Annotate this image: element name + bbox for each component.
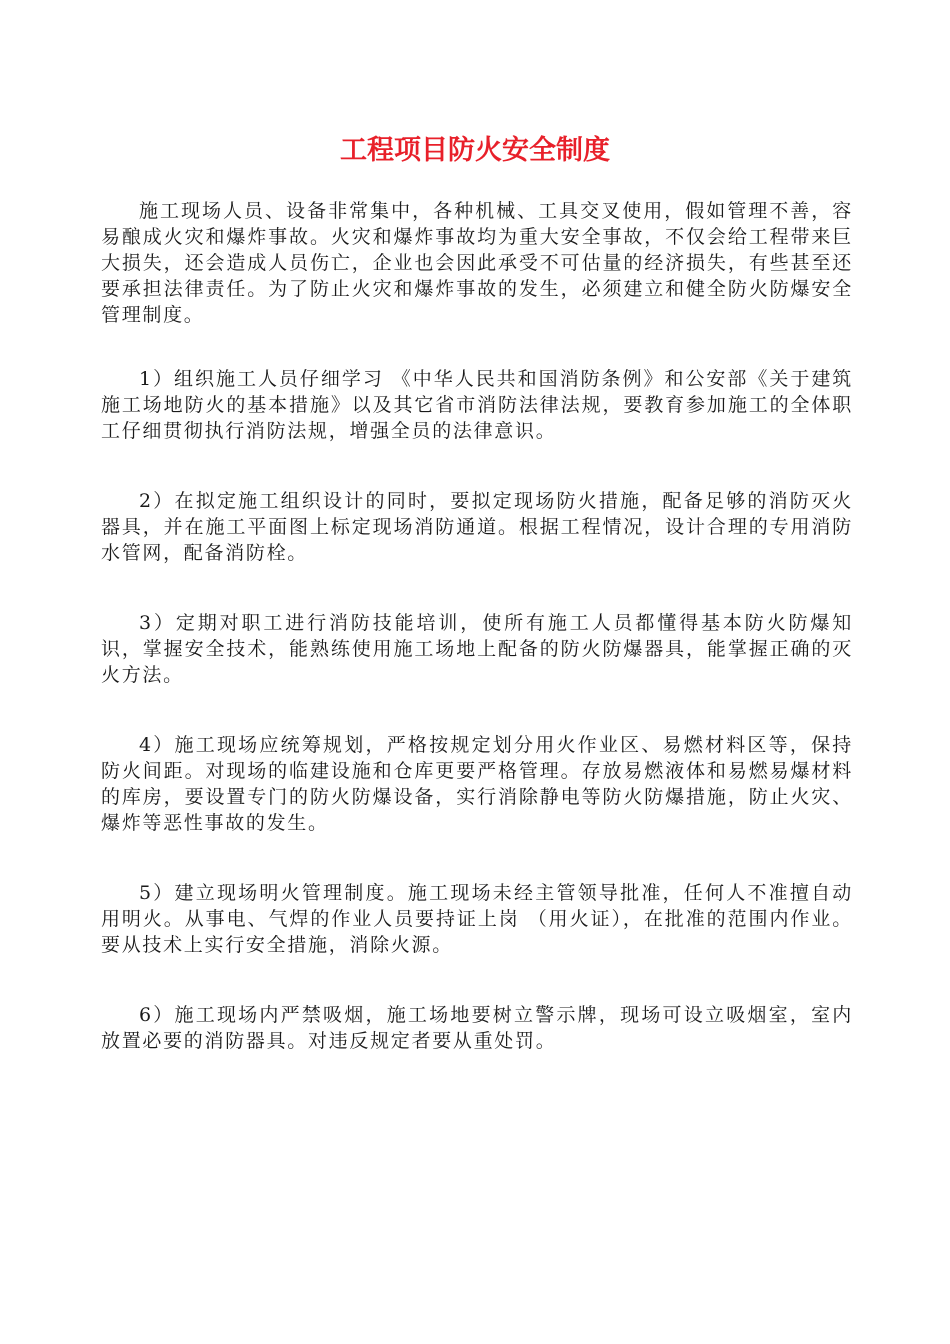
rule-item-2: 2）在拟定施工组织设计的同时，要拟定现场防火措施，配备足够的消防灭火器具，并在施工平面图上标定现场消防通道。根据工程情况，设计合理的专用消防水管网，配备消防栓。	[101, 490, 853, 564]
rule-item-1: 1）组织施工人员仔细学习 《中华人民共和国消防条例》和公安部《关于建筑施工场地防火的基本措施》以及其它省市消防法律法规，要教育参加施工的全体职工仔细贯彻执行消防法规，增强全员的法律意识。	[101, 368, 853, 442]
document-title: 工程项目防火安全制度	[340, 135, 610, 166]
intro-paragraph: 施工现场人员、设备非常集中，各种机械、工具交叉使用，假如管理不善，容易酿成火灾和爆炸事故。火灾和爆炸事故均为重大安全事故，不仅会给工程带来巨大损失，还会造成人员伤亡，企业也会因此承受不可估量的经济损失，有些甚至还要承担法律责任。为了防止火灾和爆炸事故的发生，必须建立和健全防火防爆安全管理制度。	[101, 200, 853, 326]
rule-item-3: 3）定期对职工进行消防技能培训，使所有施工人员都懂得基本防火防爆知识，掌握安全技术，能熟练使用施工场地上配备的防火防爆器具，能掌握正确的灭火方法。	[101, 612, 853, 686]
document-body	[101, 198, 853, 1098]
rule-item-5: 5）建立现场明火管理制度。施工现场未经主管领导批准，任何人不准擅自动用明火。从事电、气焊的作业人员要持证上岗 （用火证），在批准的范围内作业。要从技术上实行安全措施，消除火源。	[101, 882, 853, 956]
rule-item-6: 6）施工现场内严禁吸烟，施工场地要树立警示牌，现场可设立吸烟室，室内放置必要的消防器具。对违反规定者要从重处罚。	[101, 1004, 853, 1052]
rule-item-4: 4）施工现场应统筹规划，严格按规定划分用火作业区、易燃材料区等，保持防火间距。对现场的临建设施和仓库更要严格管理。存放易燃液体和易燃易爆材料的库房，要设置专门的防火防爆设备，实行消除静电等防火防爆措施，防止火灾、爆炸等恶性事故的发生。	[101, 734, 853, 834]
